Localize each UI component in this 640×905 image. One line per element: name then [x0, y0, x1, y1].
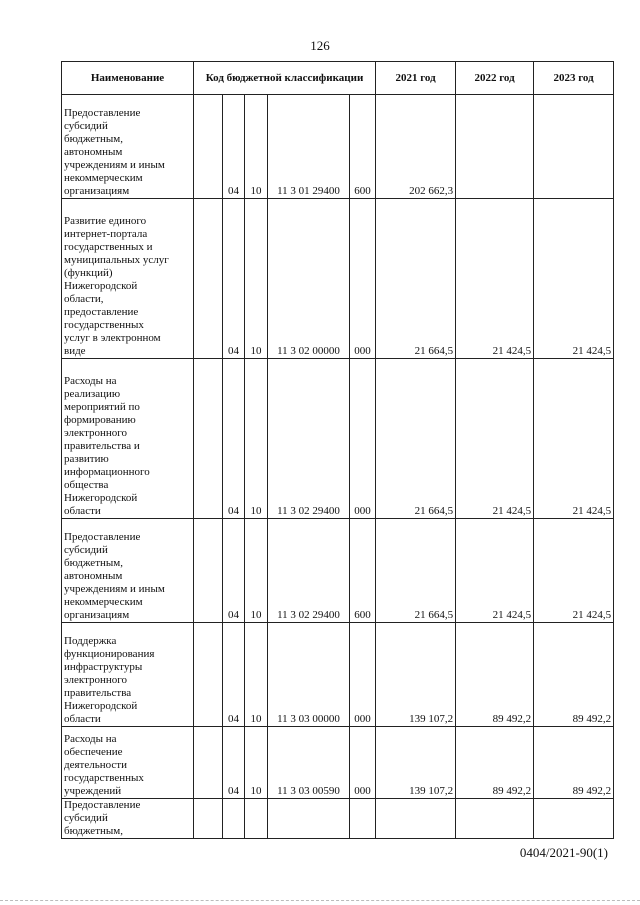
row-2022-cell: 21 424,5 [456, 199, 534, 359]
row-2023-cell: 21 424,5 [534, 199, 614, 359]
table-row [62, 623, 614, 727]
row-target-article-cell: 11 3 03 00000 [268, 623, 350, 727]
header-name: Наименование [62, 62, 194, 95]
row-2022-cell [456, 95, 534, 199]
row-subsection-cell: 10 [245, 95, 268, 199]
row-subsection-cell: 10 [245, 623, 268, 727]
table-row [62, 727, 614, 799]
row-2022-cell: 89 492,2 [456, 623, 534, 727]
row-section-cell: 04 [223, 519, 245, 623]
header-2022: 2022 год [456, 62, 534, 95]
row-2021-cell: 202 662,3 [376, 95, 456, 199]
row-code-1-cell [194, 359, 223, 519]
row-2021-cell: 21 664,5 [376, 199, 456, 359]
row-subsection-cell [245, 799, 268, 839]
row-name-cell: Предоставление субсидий бюджетным, [62, 799, 194, 839]
table-row [62, 95, 614, 199]
row-2023-cell: 21 424,5 [534, 519, 614, 623]
row-expense-type-cell: 600 [350, 95, 376, 199]
table-body [62, 95, 614, 839]
row-name-cell: Расходы на реализацию мероприятий по формированию электронного правительства и развитию информационного общества Нижегородской области [62, 359, 194, 519]
row-section-cell [223, 799, 245, 839]
row-code-1-cell [194, 519, 223, 623]
table-row [62, 359, 614, 519]
row-expense-type-cell [350, 799, 376, 839]
row-2022-cell: 89 492,2 [456, 727, 534, 799]
scan-edge-line [0, 900, 640, 901]
row-expense-type-cell: 600 [350, 519, 376, 623]
row-2022-cell: 21 424,5 [456, 359, 534, 519]
table-header-row [62, 62, 614, 95]
row-name-cell: Предоставление субсидий бюджетным, автономным учреждениям и иным некоммерческим организациям [62, 95, 194, 199]
header-code: Код бюджетной классификации [194, 62, 376, 95]
row-2023-cell: 89 492,2 [534, 623, 614, 727]
header-2021: 2021 год [376, 62, 456, 95]
row-code-1-cell [194, 95, 223, 199]
row-name-cell: Развитие единого интернет-портала государственных и муниципальных услуг (функций) Нижегородской области, предоставление государственных услуг в электронном виде [62, 199, 194, 359]
row-2022-cell [456, 799, 534, 839]
row-name-cell: Поддержка функционирования инфраструктуры электронного правительства Нижегородской области [62, 623, 194, 727]
row-expense-type-cell: 000 [350, 359, 376, 519]
row-2023-cell [534, 95, 614, 199]
row-code-1-cell [194, 799, 223, 839]
row-section-cell: 04 [223, 727, 245, 799]
row-2021-cell: 21 664,5 [376, 359, 456, 519]
row-target-article-cell: 11 3 01 29400 [268, 95, 350, 199]
row-name-cell: Расходы на обеспечение деятельности государственных учреждений [62, 727, 194, 799]
row-2021-cell [376, 799, 456, 839]
row-2023-cell: 89 492,2 [534, 727, 614, 799]
row-expense-type-cell: 000 [350, 623, 376, 727]
row-section-cell: 04 [223, 359, 245, 519]
row-subsection-cell: 10 [245, 519, 268, 623]
row-section-cell: 04 [223, 623, 245, 727]
row-target-article-cell: 11 3 02 29400 [268, 519, 350, 623]
row-2021-cell: 21 664,5 [376, 519, 456, 623]
row-code-1-cell [194, 199, 223, 359]
row-code-1-cell [194, 623, 223, 727]
row-2023-cell: 21 424,5 [534, 359, 614, 519]
row-2021-cell: 139 107,2 [376, 727, 456, 799]
table-row [62, 799, 614, 839]
row-subsection-cell: 10 [245, 359, 268, 519]
table-row [62, 519, 614, 623]
row-2023-cell [534, 799, 614, 839]
budget-table [61, 61, 614, 839]
row-2022-cell: 21 424,5 [456, 519, 534, 623]
row-target-article-cell: 11 3 03 00590 [268, 727, 350, 799]
document-code: 0404/2021-90(1) [519, 845, 608, 860]
row-2021-cell: 139 107,2 [376, 623, 456, 727]
row-section-cell: 04 [223, 199, 245, 359]
row-target-article-cell: 11 3 02 00000 [268, 199, 350, 359]
row-target-article-cell [268, 799, 350, 839]
header-2023: 2023 год [534, 62, 614, 95]
row-expense-type-cell: 000 [350, 199, 376, 359]
row-subsection-cell: 10 [245, 727, 268, 799]
row-name-cell: Предоставление субсидий бюджетным, автономным учреждениям и иным некоммерческим организациям [62, 519, 194, 623]
row-code-1-cell [194, 727, 223, 799]
row-target-article-cell: 11 3 02 29400 [268, 359, 350, 519]
row-section-cell: 04 [223, 95, 245, 199]
table-row [62, 199, 614, 359]
page-number: 126 [310, 38, 330, 53]
row-subsection-cell: 10 [245, 199, 268, 359]
row-expense-type-cell: 000 [350, 727, 376, 799]
